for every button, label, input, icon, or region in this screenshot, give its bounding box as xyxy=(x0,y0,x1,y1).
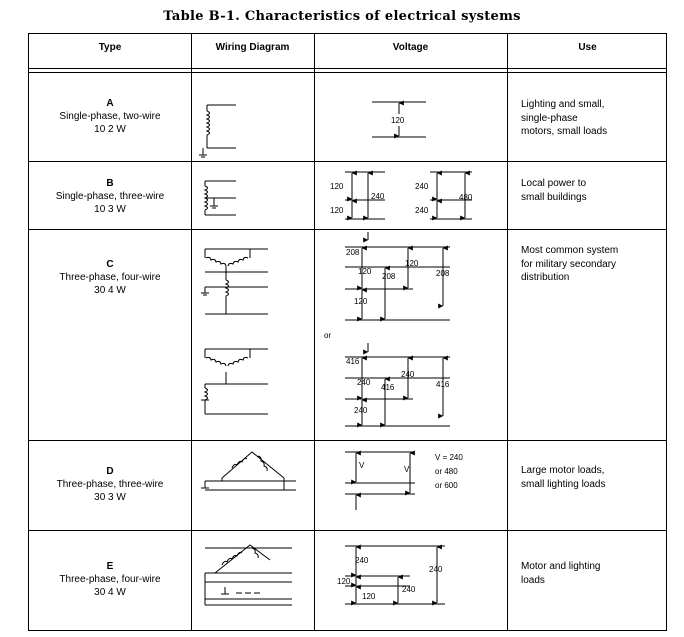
use-cell-a: Lighting and small, single-phase motors, small loads xyxy=(521,99,608,137)
voltage-label: 240 xyxy=(429,565,443,574)
coil-icon xyxy=(205,388,208,400)
coil-icon xyxy=(206,257,226,266)
use-cell-d: Large motor loads, small lighting loads xyxy=(521,465,606,490)
type-code: 10 2 W xyxy=(94,124,126,135)
voltage-label: 240 xyxy=(415,182,429,191)
type-letter: E xyxy=(106,561,114,572)
coil-icon xyxy=(226,280,229,296)
voltage-diagram-b xyxy=(345,172,472,219)
voltage-label: 416 xyxy=(381,383,395,392)
wiring-diagram-b xyxy=(205,181,236,215)
use-cell-c: Most common system for military secondary distribution xyxy=(521,245,619,283)
voltage-label: 120 xyxy=(354,297,368,306)
header-use: Use xyxy=(578,42,597,53)
voltage-label: 208 xyxy=(436,269,450,278)
voltage-note: V = 240 xyxy=(435,453,463,462)
voltage-label: 240 xyxy=(401,370,415,379)
type-letter: B xyxy=(106,178,114,189)
voltage-label: V xyxy=(404,465,410,474)
type-description: Single-phase, two-wire xyxy=(59,111,161,122)
coil-icon xyxy=(228,257,248,266)
voltage-label: 240 xyxy=(355,556,369,565)
coil-icon xyxy=(228,357,248,366)
voltage-label: 208 xyxy=(346,248,360,257)
wiring-diagram-e xyxy=(205,545,292,605)
coil-icon xyxy=(207,111,210,135)
voltage-label: 208 xyxy=(382,272,396,281)
voltage-label: 240 xyxy=(357,378,371,387)
type-code: 30 4 W xyxy=(94,587,126,598)
voltage-label: 120 xyxy=(358,267,372,276)
voltage-label: 240 xyxy=(354,406,368,415)
type-letter: A xyxy=(106,98,114,109)
type-description: Three-phase, three-wire xyxy=(56,479,164,490)
coil-icon xyxy=(252,548,258,558)
voltage-diagram-c xyxy=(345,232,450,426)
voltage-label: 120 xyxy=(405,259,419,268)
voltage-label: 480 xyxy=(459,193,473,202)
type-code: 30 3 W xyxy=(94,492,126,503)
voltage-diagram-d xyxy=(345,452,415,510)
voltage-label: 120 xyxy=(337,577,351,586)
voltage-label: 120 xyxy=(391,116,405,125)
or-label: or xyxy=(324,331,332,340)
voltage-label: V xyxy=(359,461,365,470)
type-description: Single-phase, three-wire xyxy=(55,191,165,202)
type-letter: C xyxy=(106,259,114,270)
voltage-label: 120 xyxy=(362,592,376,601)
type-description: Three-phase, four-wire xyxy=(59,272,161,283)
voltage-note: or 600 xyxy=(435,481,458,490)
voltage-label: 240 xyxy=(402,585,416,594)
voltage-diagram-e xyxy=(345,546,445,604)
voltage-label: 416 xyxy=(346,357,360,366)
header-voltage: Voltage xyxy=(392,42,429,53)
voltage-label: 120 xyxy=(330,182,344,191)
voltage-label: 416 xyxy=(436,380,450,389)
use-cell-e: Motor and lighting loads xyxy=(521,561,601,586)
use-cell-b: Local power to small buildings xyxy=(521,178,587,203)
table-title: Table B-1. Characteristics of electrical systems xyxy=(163,9,521,24)
type-letter: D xyxy=(106,466,114,477)
wiring-diagram-a xyxy=(199,105,236,157)
voltage-label: 240 xyxy=(371,192,385,201)
wiring-diagram-c-top xyxy=(201,249,268,314)
wiring-diagram-c-bottom xyxy=(201,349,268,414)
type-description: Three-phase, four-wire xyxy=(59,574,161,585)
voltage-note: or 480 xyxy=(435,467,458,476)
voltage-label: 120 xyxy=(330,206,344,215)
header-type: Type xyxy=(98,42,122,53)
type-code: 10 3 W xyxy=(94,204,126,215)
coil-icon xyxy=(206,357,226,366)
voltage-label: 240 xyxy=(415,206,429,215)
header-wiring-diagram: Wiring Diagram xyxy=(215,42,290,53)
wiring-diagram-d xyxy=(201,452,296,490)
type-code: 30 4 W xyxy=(94,285,126,296)
